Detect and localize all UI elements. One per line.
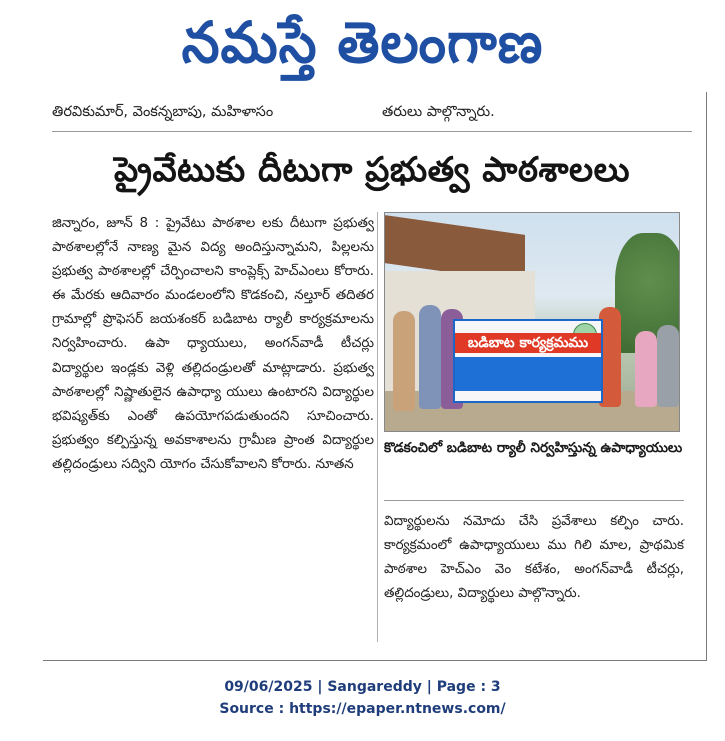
photo-caption: కొడకంచిలో బడిబాట ర్యాలీ నిర్వహిస్తున్న ఉపాధ్యాయులు — [384, 440, 683, 456]
photo-person — [393, 311, 415, 411]
article-body-left: జిన్నారం, జూన్ 8 : ప్రైవేటు పాఠశాల లకు దీటుగా ప్రభుత్వ పాఠశాలల్లోనే నాణ్య మైన విద్య అందిస్తున్నామని, పిల్లలను ప్రభుత్వ పాఠశాలల్లో చేర్పించాలని కాంప్లెక్స్ హెచ్ఎంలు కోరారు. ఈ మేరకు ఆదివారం మండలంలోని కొడకంచి, నల్తూర్ తదితర గ్రామాల్లో ప్రొఫెసర్ జయశంకర్ బడిబాట ర్యాలీ కార్యక్రమాలను నిర్వహించారు. ఉపా ధ్యాయులు, అంగన్‌వాడీ టీచర్లు విద్యార్థుల ఇండ్లకు వెళ్లి తల్లిదండ్రులతో మాట్లాడారు. ప్రభుత్వ పాఠశాలల్లో నిష్ణాతులైన ఉపాధ్యా యులు ఉంటారని విద్యార్థుల భవిష్యత్‌కు ఎంతో ఉపయోగపడుతుందని సూచించారు. ప్రభుత్వం కల్పిస్తున్న అవకాశాలను గ్రామీణ ప్రాంత విద్యార్థుల తల్లిదండ్రులు సద్విని యోగం చేసుకోవాలని కోరారు. నూతన — [52, 216, 374, 472]
divider — [384, 500, 684, 501]
previous-article-left-tail: తిరవికుమార్, వెంకన్నబాపు, మహిళాసం — [52, 104, 274, 120]
footer-source-link[interactable]: Source : https://epaper.ntnews.com/ — [219, 701, 506, 717]
photo-person — [635, 331, 657, 407]
photo-person — [419, 305, 441, 409]
article-left-column — [52, 212, 374, 477]
divider — [52, 131, 692, 132]
banner-text: బడిబాట కార్యక్రమము — [455, 333, 601, 353]
article-headline: ప్రైవేటుకు దీటుగా ప్రభుత్వ పాఠశాలలు — [114, 150, 630, 190]
photo-banner — [453, 319, 603, 403]
column-divider — [377, 212, 378, 642]
banner-stripe — [455, 357, 601, 391]
photo-rally-image — [384, 212, 680, 432]
masthead-title: నమస్తే తెలంగాణ — [181, 9, 544, 76]
photo-person — [657, 325, 679, 407]
article-body-right: విద్యార్థులను నమోదు చేసి ప్రవేశాలు కల్పిం చారు. కార్యక్రమంలో ఉపాధ్యాయులు ము గిలి మాల, ప్రాథమిక పాఠశాల హెచ్ఎం వెం కటేశం, అంగన్‌వాడీ టీచర్లు, తల్లిదండ్రులు, విద్యార్థులు పాల్గొన్నారు. — [384, 514, 684, 602]
masthead — [0, 4, 725, 84]
source-footer — [0, 676, 725, 720]
article-right-column — [384, 510, 684, 606]
previous-article-right-tail: తరులు పాల్గొన్నారు. — [382, 104, 495, 120]
footer-date-edition: 09/06/2025 | Sangareddy | Page : 3 — [224, 679, 501, 695]
